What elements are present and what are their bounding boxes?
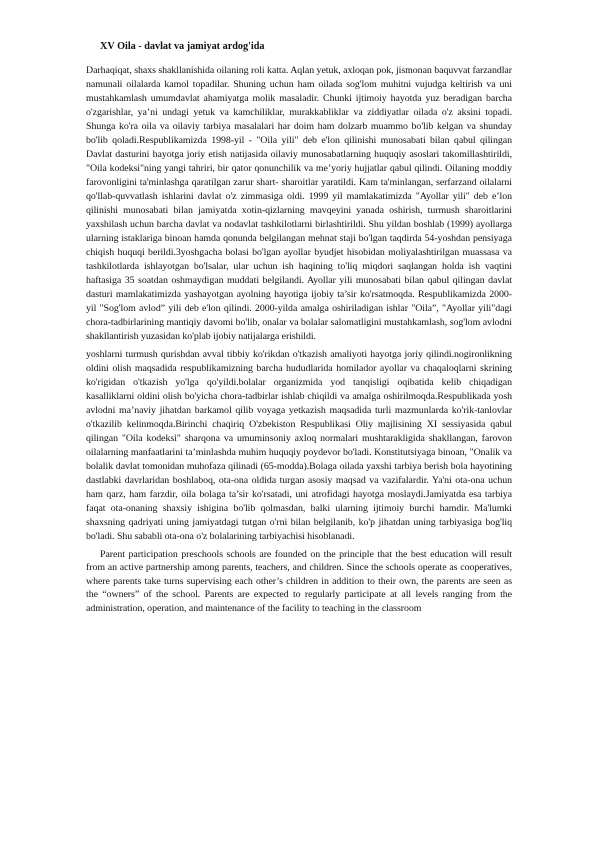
paragraph-english: Parent participation preschools schools are founded on the principle that the best education will result from an active partnership among parents, teachers, and children. Since the schools operate as cooperatives, where parents take turns supervising each other’s children in addition to their own, the parents are seen as the “owners” of the school. Parents are expected to regularly participate at all levels ranging from the administration, operation, and maintenance of the facility to teaching in the classroom [86, 549, 512, 614]
paragraph-oila-continued: yoshlarni turmush qurishdan avval tibbiy ko'rikdan o'tkazish amaliyoti hayotga joriy qilindi.nogironlikning oldini olish maqsadida respublikamizning barcha hududlarida homilador ayollar va chaqaloqlarni skrining ko'rigidan o'tkazish yo'lga qo'yildi.bolalar organizmida yod tanqisligi oqibatida kelib chiqadigan kasalliklarni oldini olish bo'yicha chora-tadbirlar ishlab chiqildi va amalga oshirilmoqda.Respublikada yosh avlodni ma’naviy jihatdan barkamol qilib voyaga yetkazish maqsadida turli mazmunlarda ko'rik-tanlovlar o'tkazilib kelinmoqda.Birinchi chaqiriq O'zbekiston Respublikasi Oliy majlisining XI sessiyasida qabul qilingan "Oila kodeksi" sharqona va umuminsoniy axloq normalari mushtarakligida shakllangan, farovon oilalarning manfaatlarini ta’minlashda muhim huquqiy poydevor bo'ladi. Konstitutsiyaga binoan, "Onalik va bolalik davlat tomonidan muhofaza qilinadi (65-modda).Bolaga oilada yaxshi tarbiya berish bola hayotining dastlabki davrlaridan boshlaboq, ota-ona oldida turgan asosiy maqsad va vazifalardir. Ya'ni ota-ona uchun ham qarz, ham farzdir, oila bolaga ta’sir ko'rsatadi, uni atrofidagi hayotga moslaydi.Jamiyatda esa tarbiya faqat ota-onaning shaxsiy ishigina bo'lib qolmasdan, balki ularning ijtimoiy burchi hamdir. Ma'lumki shaxsning qadriyati uning jamiyatdagi tutgan o'rni bilan belgilanib, ko'p jihatdan uning tarbiyasiga bog'liq bo'ladi. Shu sababli ota-ona o'z bolalarining tarbiyachisi hisoblanadi. [86, 349, 512, 542]
section-heading: XV Oila - davlat va jamiyat ardog'ida [100, 41, 265, 52]
paragraph-oila-intro: Darhaqiqat, shaxs shakllanishida oilaning roli katta. Aqlan yetuk, axloqan pok, jismonan baquvvat farzandlar namunali oilalarda kamol topadilar. Shuning uchun ham oilada sog'lom muhitni vujudga keltirish va uni mustahkamlash umumdavlat ahamiyatga molik masaladir. Chunki ijtimoiy hayotda yuz beradigan barcha o'zgarishlar, ya’ni undagi yetuk va kamchiliklar, murakkabliklar va ziddiyatlar oilada o'z aksini topadi. Shunga ko'ra oila va oilaviy tarbiya masalalari har doim ham dolzarb muammo bo'lib kelgan va shunday bo'lib qoladi.Respublikamizda 1998-yil - "Oila yili" deb e'lon qilinishi munosabati bilan qabul qilingan Davlat dasturini hayotga joriy etish natijasida oilaviy munosabatlarning huquqiy asoslari takomillashtirildi, "Oila kodeksi"ning yangi tahriri, bir qator qonunchilik va me’yoriy hujjatlar qabul qilindi. Oilaning moddiy farovonligini ta'minlashga qaratilgan zarur shart- sharoitlar yaratildi. Kam ta'minlangan, serfarzand oilalarni qo'llab-quvvatlash ishlarini davlat o'z zimmasiga oldi. 1999 yil mamlakatimizda "Ayollar yili" deb e’lon qilinishi munosabati bilan jamiyatda xotin-qizlarning mavqeyini yanada oshirish, turmush sharoitlarini yaxshilash uchun barcha davlat va nodavlat tashkilotlarni birlashtirildi. Shu yildan boshlab (1999) ayollarga ularning istaklariga binoan hamda qonunda belgilangan mehnat staji bo'lgan taqdirda 54-yoshdan pensiyaga chiqish huquqi berildi.3yoshgacha bolasi bo'lgan ayollar byudjet hisobidan moliyalashtirilgan muassasa va tashkilotlarda ishlayotgan bo'lsalar, ular uchun ish haqining to'liq miqdori saqlangan holda ish vaqtini haftasiga 35 soatdan oshmaydigan muddati belgilandi. Ayollar yili munosabati bilan qabul qilingan davlat dasturi mamlakatimizda yashayotgan ayolning hayotiga ijobiy ta’sir ko'rsatmoqda. Respublikamizda 2000-yil "Sog'lom avlod” yili deb e'lon qilindi. 2000-yilda amalga oshiriladigan ishlar "Oila”, "Ayollar yili"dagi chora-tadbirlarining mantiqiy davomi bo'lib, onalar va bolalar salomatligini mustahkamlash, sog'lom avlodni shakllantirish yuzasidan ko'plab ijobiy natijalarga erishildi. [86, 65, 512, 342]
document-page [86, 40, 512, 619]
